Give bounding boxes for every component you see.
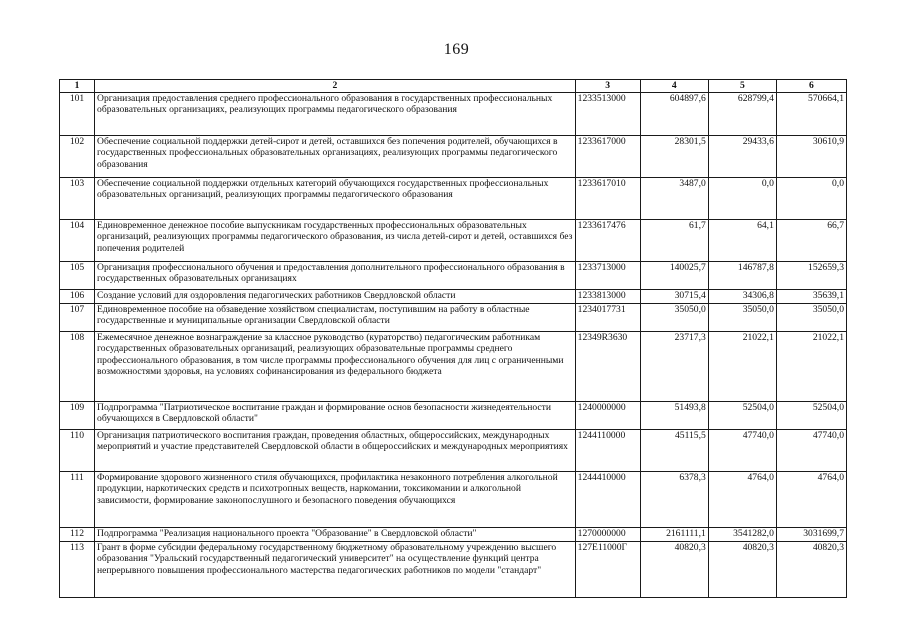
row-value-col6: 47740,0 [776, 430, 846, 472]
row-code: 1270000000 [575, 528, 640, 542]
row-number: 110 [60, 430, 95, 472]
row-value-col6: 152659,3 [776, 262, 846, 290]
row-name: Формирование здорового жизненного стиля обучающихся, профилактика незаконного потребления алкогольной продукции, наркотических средств и психотропных веществ, наркомании, токсикомании и алкогольной зависимости, формирование законопослушного и безопасного поведения обучающихся [95, 472, 576, 528]
header-col-3: 3 [575, 80, 640, 93]
row-value-col5: 628799,4 [708, 93, 776, 136]
row-name: Единовременное денежное пособие выпускникам государственных профессиональных образовательных организаций, реализующих программы педагогического образования, из числа детей-сирот и детей, оставшихся без попечения родителей [95, 220, 576, 262]
row-value-col6: 3031699,7 [776, 528, 846, 542]
row-code: 1233813000 [575, 290, 640, 304]
table-row [60, 136, 847, 178]
header-col-1: 1 [60, 80, 95, 93]
row-value-col5: 34306,8 [708, 290, 776, 304]
page-number: 169 [443, 41, 470, 58]
row-number: 105 [60, 262, 95, 290]
row-number: 107 [60, 304, 95, 332]
row-value-col4: 45115,5 [640, 430, 708, 472]
table-row [60, 472, 847, 528]
row-value-col5: 47740,0 [708, 430, 776, 472]
row-number: 106 [60, 290, 95, 304]
row-value-col4: 3487,0 [640, 178, 708, 220]
table-row [60, 528, 847, 542]
row-value-col6: 570664,1 [776, 93, 846, 136]
row-value-col4: 35050,0 [640, 304, 708, 332]
table-row [60, 304, 847, 332]
row-value-col4: 6378,3 [640, 472, 708, 528]
row-value-col5: 40820,3 [708, 542, 776, 598]
row-name: Обеспечение социальной поддержки детей-сирот и детей, оставшихся без попечения родителей, обучающихся в государственных профессиональных образовательных организациях, реализующих программы педагогического образования [95, 136, 576, 178]
row-value-col6: 4764,0 [776, 472, 846, 528]
row-number: 108 [60, 332, 95, 402]
row-name: Подпрограмма "Реализация национального проекта "Образование" в Свердловской области" [95, 528, 576, 542]
row-code: 1233713000 [575, 262, 640, 290]
row-number: 111 [60, 472, 95, 528]
table-row [60, 430, 847, 472]
row-code: 1240000000 [575, 402, 640, 430]
row-name: Создание условий для оздоровления педагогических работников Свердловской области [95, 290, 576, 304]
table-row [60, 290, 847, 304]
row-value-col5: 4764,0 [708, 472, 776, 528]
row-value-col4: 40820,3 [640, 542, 708, 598]
row-number: 113 [60, 542, 95, 598]
row-name: Подпрограмма "Патриотическое воспитание граждан и формирование основ безопасности жизнедеятельности обучающихся в Свердловской области" [95, 402, 576, 430]
row-code: 1233513000 [575, 93, 640, 136]
row-value-col6: 0,0 [776, 178, 846, 220]
row-value-col5: 52504,0 [708, 402, 776, 430]
row-value-col6: 52504,0 [776, 402, 846, 430]
row-code: 1234017731 [575, 304, 640, 332]
row-value-col5: 146787,8 [708, 262, 776, 290]
row-code: 1233617000 [575, 136, 640, 178]
table-row [60, 178, 847, 220]
row-value-col6: 66,7 [776, 220, 846, 262]
row-code: 1244410000 [575, 472, 640, 528]
row-value-col5: 64,1 [708, 220, 776, 262]
row-name: Грант в форме субсидии федеральному государственному бюджетному образовательному учреждению высшего образования "Уральский государственный педагогический университет" на осуществление функций центра непрерывного повышения профессионального мастерства педагогических работников по модели "стандарт" [95, 542, 576, 598]
row-value-col6: 30610,9 [776, 136, 846, 178]
row-value-col5: 0,0 [708, 178, 776, 220]
table-row [60, 93, 847, 136]
row-code: 127E11000Г [575, 542, 640, 598]
row-value-col5: 35050,0 [708, 304, 776, 332]
row-code: 12349R3630 [575, 332, 640, 402]
row-code: 1244110000 [575, 430, 640, 472]
row-number: 101 [60, 93, 95, 136]
row-code: 1233617476 [575, 220, 640, 262]
row-value-col4: 140025,7 [640, 262, 708, 290]
row-value-col4: 61,7 [640, 220, 708, 262]
table-row [60, 402, 847, 430]
row-name: Единовременное пособие на обзаведение хозяйством специалистам, поступившим на работу в областные государственные и муниципальные организации Свердловской области [95, 304, 576, 332]
row-value-col6: 40820,3 [776, 542, 846, 598]
table-row [60, 542, 847, 598]
row-value-col4: 30715,4 [640, 290, 708, 304]
table-body [60, 93, 847, 598]
row-value-col5: 29433,6 [708, 136, 776, 178]
row-name: Организация профессионального обучения и предоставления дополнительного профессионального образования в государственных образовательных организациях [95, 262, 576, 290]
header-col-2: 2 [95, 80, 576, 93]
row-value-col4: 2161111,1 [640, 528, 708, 542]
table-row [60, 220, 847, 262]
header-col-4: 4 [640, 80, 708, 93]
row-number: 109 [60, 402, 95, 430]
row-value-col6: 35639,1 [776, 290, 846, 304]
row-value-col4: 604897,6 [640, 93, 708, 136]
header-col-6: 6 [776, 80, 846, 93]
row-value-col6: 35050,0 [776, 304, 846, 332]
header-col-5: 5 [708, 80, 776, 93]
row-number: 112 [60, 528, 95, 542]
budget-table [59, 79, 847, 598]
row-number: 103 [60, 178, 95, 220]
table-header-row [60, 80, 847, 93]
row-name: Обеспечение социальной поддержки отдельных категорий обучающихся государственных профессиональных образовательных организаций, реализующих программы педагогического образования [95, 178, 576, 220]
row-value-col4: 28301,5 [640, 136, 708, 178]
row-value-col6: 21022,1 [776, 332, 846, 402]
row-number: 104 [60, 220, 95, 262]
row-code: 1233617010 [575, 178, 640, 220]
row-value-col5: 21022,1 [708, 332, 776, 402]
table-row [60, 262, 847, 290]
row-value-col5: 3541282,0 [708, 528, 776, 542]
row-name: Организация предоставления среднего профессионального образования в государственных профессиональных образовательных организациях, реализующих программы педагогического образования [95, 93, 576, 136]
table-row [60, 332, 847, 402]
row-name: Организация патриотического воспитания граждан, проведения областных, общероссийских, международных мероприятий и участие представителей Свердловской области в общероссийских и международных мероприятиях [95, 430, 576, 472]
row-name: Ежемесячное денежное вознаграждение за классное руководство (кураторство) педагогическим работникам государственных образовательных организаций, реализующих образовательные программы среднего профессионального образования, в том числе программы профессионального обучения для лиц с ограниченными возможностями здоровья, на условиях софинансирования из федерального бюджета [95, 332, 576, 402]
row-value-col4: 51493,8 [640, 402, 708, 430]
row-number: 102 [60, 136, 95, 178]
row-value-col4: 23717,3 [640, 332, 708, 402]
